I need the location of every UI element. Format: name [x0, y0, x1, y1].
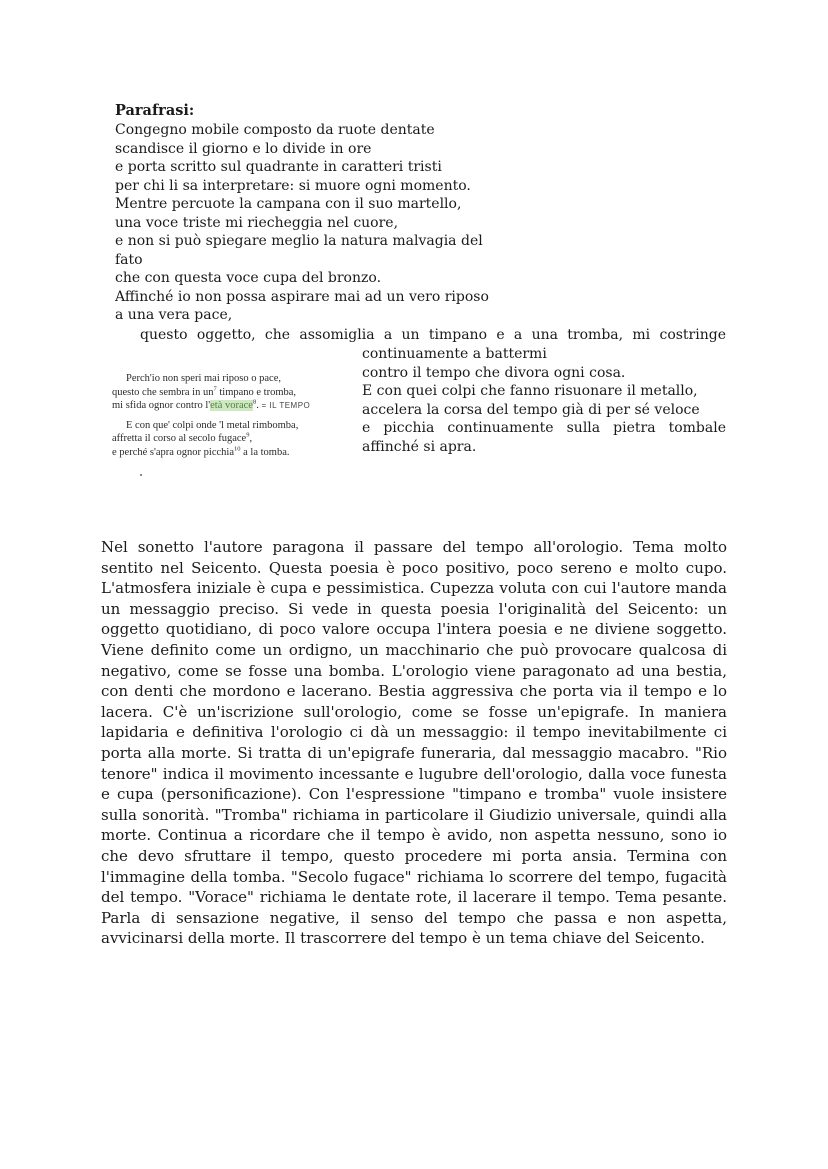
poem-text: ,: [249, 433, 253, 444]
paraphrase-line: che con questa voce cupa del bronzo.: [115, 270, 382, 286]
paraphrase-line: a una vera pace,: [115, 307, 233, 323]
poem-line: [112, 399, 342, 413]
paraphrase-line: fato: [115, 251, 143, 268]
paraphrase-line: Affinché io non possa aspirare mai ad un vero riposo: [115, 288, 489, 305]
paraphrase-right-line: continuamente a battermi: [362, 346, 547, 362]
paraphrase-line: Congegno mobile composto da ruote dentate: [115, 122, 435, 138]
poem-text: timpano e tromba,: [216, 386, 297, 398]
handwritten-note: = IL TEMPO: [261, 401, 311, 410]
essay-paragraph: Nel sonetto l'autore paragona il passare del tempo all'orologio. Tema molto sentito nel Seicento. Questa poesia è poco positivo, poco sereno e molto cupo. L'atmosfera iniziale è cupa e pessimistica. Cupezza voluta con cui l'autore manda un messaggio preciso. Si vede in questa poesia l'originalità del Seicento: un oggetto quotidiano, di poco valore occupa l'intera poesia e ne diviene soggetto. Viene definito come un ordigno, un macchinario che può provocare qualcosa di negativo, come se fosse una bomba. L'orologio viene paragonato ad una bestia, con denti che mordono e lacerano. Bestia aggressiva che porta via il tempo e lo lacera. C'è un'iscrizione sull'orologio, come se fosse un'epigrafe. In maniera lapidaria e definitiva l'orologio ci dà un messaggio: il tempo inevitabilmente ci porta alla morte. Si tratta di un'epigrafe funeraria, dal messaggio macabro. "Rio tenore" indica il movimento incessante e lugubre dell'orologio, dalla voce funesta e cupa (personificazione). Con l'espressione "timpano e tromba" vuole insistere sulla sonorità. "Tromba" richiama in particolare il Giudizio universale, quindi alla morte. Continua a ricordare che il tempo è avido, non aspetta nessuno, sono io che devo sfruttare il tempo, questo procedere mi porta ansia. Termina con l'immagine della tomba. "Secolo fugace" richiama lo scorrere del tempo, fugacità del tempo. "Vorace" richiama le dentate rote, il lacerare il tempo. Tema pesante. Parla di sensazione negative, il senso del tempo che passa e non aspetta, avvicinarsi della morte. Il trascorrere del tempo è un tema chiave del Seicento.: [101, 538, 727, 948]
poem-line: E con que' colpi onde 'l metal rimbomba,: [126, 419, 299, 431]
paraphrase-line: per chi li sa interpretare: si muore ogni momento.: [115, 177, 471, 194]
paraphrase-line: Mentre percuote la campana con il suo martello,: [115, 196, 462, 212]
highlighted-phrase: età vorace: [210, 400, 253, 411]
poem-text: mi sfida ognor contro l': [112, 400, 211, 411]
paraphrase-wide-line: questo oggetto, che assomiglia a un timpano e a una tromba, mi costringe: [140, 327, 726, 343]
paraphrase-line: e porta scritto sul quadrante in caratteri tristi: [115, 159, 442, 175]
poem-line: [112, 446, 342, 460]
paraphrase-right-line: E con quei colpi che fanno risuonare il metallo,: [362, 383, 698, 399]
paraphrase-lines: [115, 121, 735, 325]
poem-line: Perch'io non speri mai riposo o pace,: [126, 373, 281, 384]
poem-text: .: [256, 400, 259, 411]
paraphrase-right-column: [362, 345, 726, 456]
poem-text: e perché s'apra ognor picchia: [112, 446, 234, 458]
footnote-marker: 7: [213, 385, 217, 392]
stray-mark: [140, 474, 142, 476]
poem-text: a la tomba.: [240, 446, 290, 458]
paraphrase-right-line: contro il tempo che divora ogni cosa.: [362, 364, 626, 381]
footnote-marker: 10: [234, 445, 241, 452]
poem-text: affretta il corso al secolo fugace: [112, 433, 247, 444]
paraphrase-right-line: accelera la corsa del tempo già di per sé veloce: [362, 401, 700, 418]
footnote-marker: 8: [252, 398, 257, 406]
paraphrase-line: e non si può spiegare meglio la natura malvagia del: [115, 233, 483, 249]
poem-line: [112, 386, 342, 400]
paraphrase-line: scandisce il giorno e lo divide in ore: [115, 140, 372, 157]
paraphrase-right-line: e picchia continuamente sulla pietra tombale: [362, 420, 726, 436]
poem-text: questo che sembra in un: [112, 386, 214, 398]
footnote-marker: 9: [246, 431, 250, 439]
paraphrase-title: Parafrasi:: [115, 102, 195, 119]
poem-excerpt: [112, 372, 342, 459]
paraphrase-line: una voce triste mi riecheggia nel cuore,: [115, 214, 399, 231]
paraphrase-section: [115, 101, 735, 325]
paraphrase-right-line: affinché si apra.: [362, 438, 477, 455]
poem-line: [112, 432, 342, 446]
